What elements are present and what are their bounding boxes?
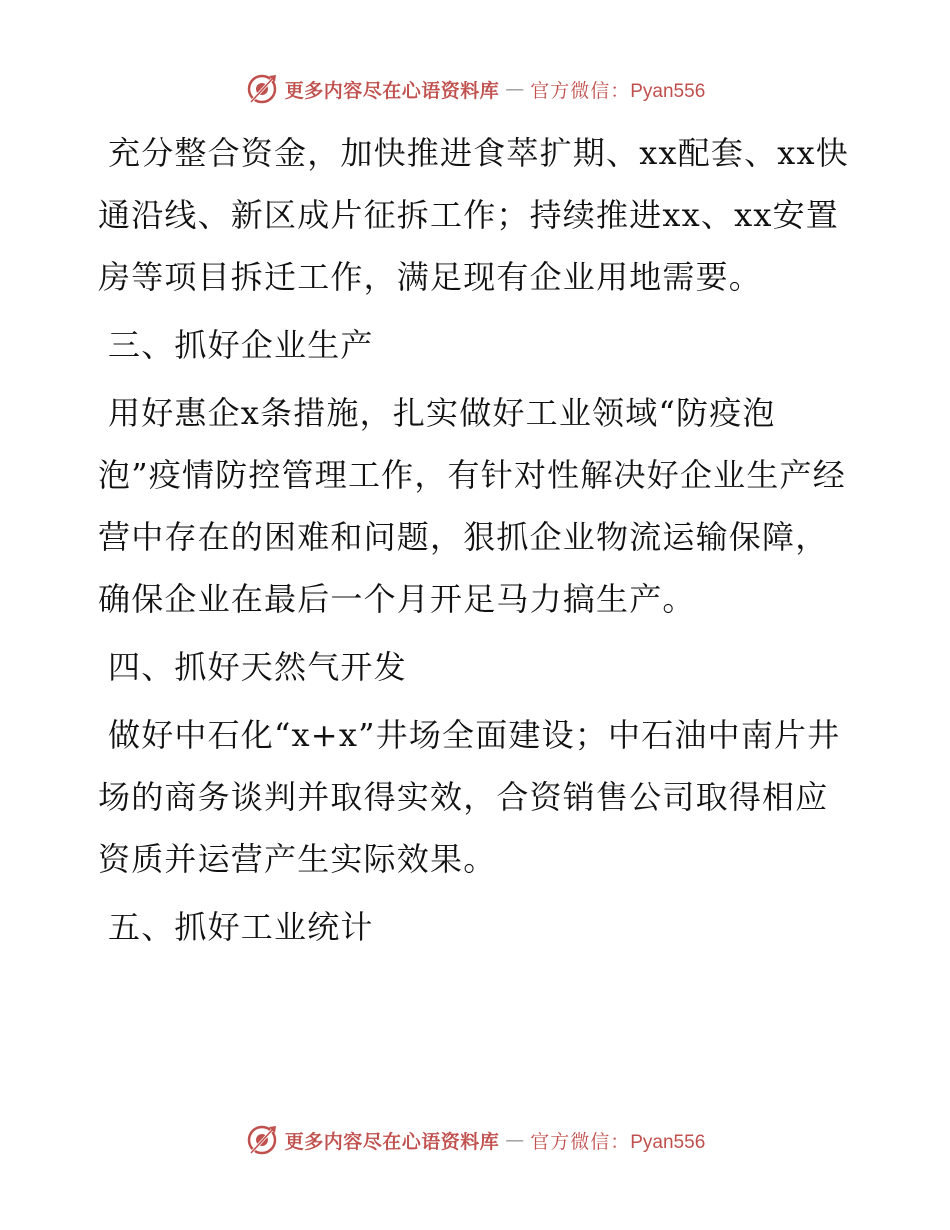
banner-separator: — [505,78,525,100]
footer-banner [0,1123,950,1157]
banner-contact-id: Pyan556 [630,1131,706,1153]
quill-seal-logo-icon [245,72,279,106]
banner-contact [530,76,705,103]
quill-seal-logo-icon [245,1123,279,1157]
banner-contact-label: 官方微信： [530,79,631,102]
header-banner [0,72,950,106]
paragraph-natural-gas: 做好中石化“x+x”井场全面建设；中石油中南片井场的商务谈判并取得实效，合资销售公司取得相应资质并运营产生实际效果。 [98,716,841,878]
paragraph-land-acquisition: 充分整合资金，加快推进食萃扩期、xx配套、xx快通沿线、新区成片征拆工作；持续推进xx、xx安置房等项目拆迁工作，满足现有企业用地需要。 [98,134,849,296]
banner-main-text: 更多内容尽在心语资料库 [284,1130,500,1153]
banner-contact-label: 官方微信： [530,1130,631,1153]
section-heading-natural-gas: 四、抓好天然气开发 [108,648,407,686]
paragraph-production: 用好惠企x条措施，扎实做好工业领域“防疫泡泡”疫情防控管理工作，有针对性解决好企业生产经营中存在的困难和问题，狠抓企业物流运输保障，确保企业在最后一个月开足马力搞生产。 [98,394,846,618]
document-body [98,122,858,964]
section-heading-production: 三、抓好企业生产 [108,326,374,364]
section-heading-statistics: 五、抓好工业统计 [108,908,374,946]
banner-main-text: 更多内容尽在心语资料库 [284,79,500,102]
banner-contact-id: Pyan556 [630,80,706,102]
banner-separator: — [505,1129,525,1151]
banner-contact [530,1127,705,1154]
